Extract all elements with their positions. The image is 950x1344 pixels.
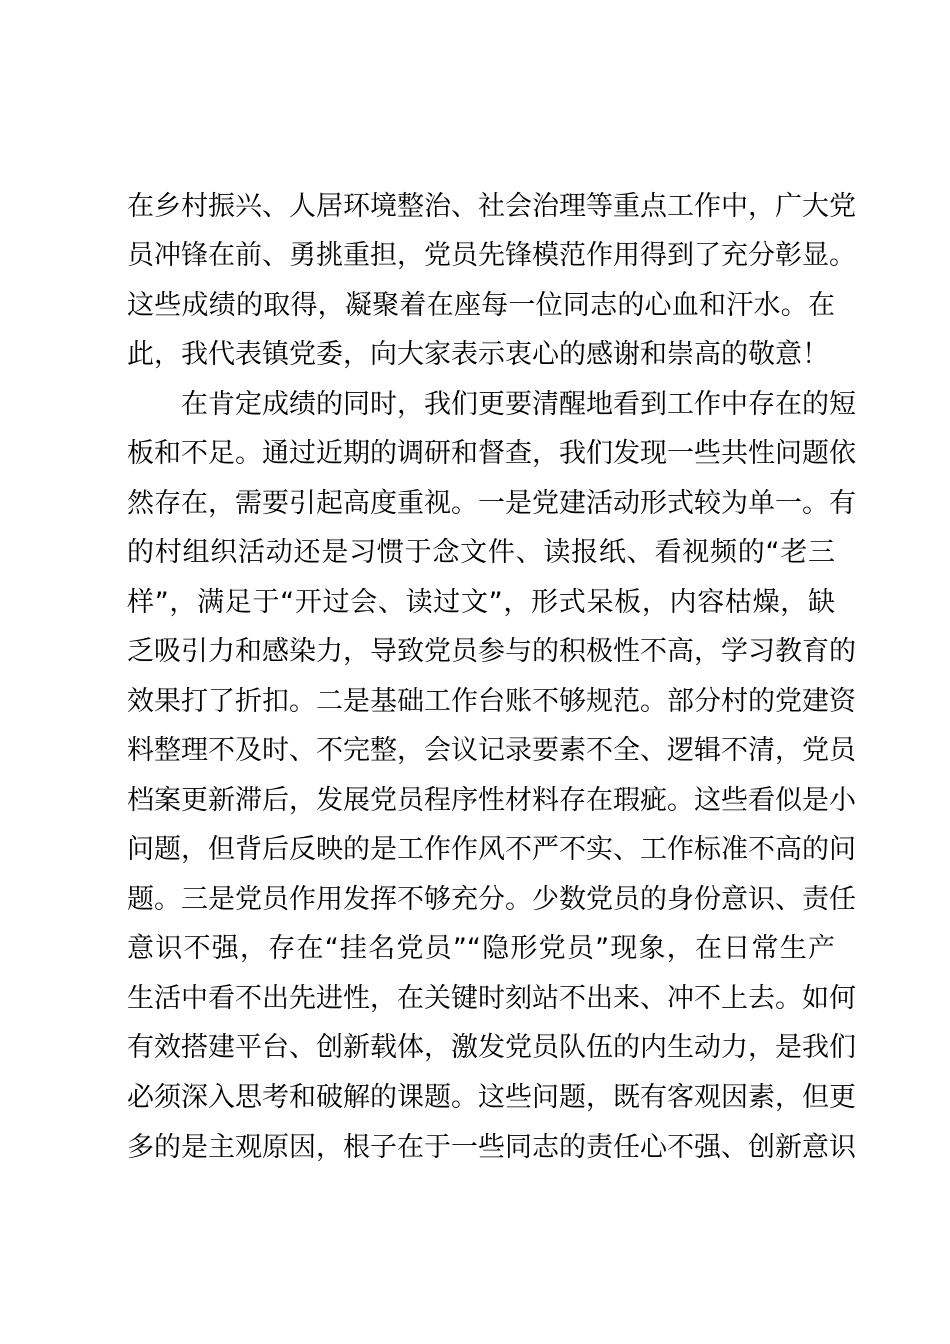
- text-line: 多的是主观原因，根子在于一些同志的责任心不强、创新意识: [127, 1132, 856, 1163]
- text-line: 这些成绩的取得，凝聚着在座每一位同志的心血和汗水。在: [127, 290, 835, 321]
- text-line: 有效搭建平台、创新载体，激发党员队伍的内生动力，是我们: [127, 1032, 856, 1063]
- text-line: 板和不足。通过近期的调研和督查，我们发现一些共性问题依: [127, 438, 856, 469]
- text-line: 员冲锋在前、勇挑重担，党员先锋模范作用得到了充分彰显。: [127, 240, 856, 271]
- text-line: 意识不强，存在“挂名党员”“隐形党员”现象，在日常生产: [127, 933, 835, 964]
- text-line: 此，我代表镇党委，向大家表示衷心的感谢和崇高的敬意！: [127, 339, 829, 370]
- text-line: 样”，满足于“开过会、读过文”，形式呆板，内容枯燥，缺: [127, 587, 835, 618]
- text-line: 生活中看不出先进性，在关键时刻站不出来、冲不上去。如何: [127, 983, 856, 1014]
- text-line: 的村组织活动还是习惯于念文件、读报纸、看视频的“老三: [127, 537, 835, 568]
- text-line: 乏吸引力和感染力，导致党员参与的积极性不高，学习教育的: [127, 636, 856, 667]
- text-line: 题。三是党员作用发挥不够充分。少数党员的身份意识、责任: [127, 884, 856, 915]
- text-line: 必须深入思考和破解的课题。这些问题，既有客观因素，但更: [127, 1082, 856, 1113]
- text-line: 问题，但背后反映的是工作作风不严不实、工作标准不高的问: [127, 834, 856, 865]
- text-line: 在乡村振兴、人居环境整治、社会治理等重点工作中，广大党: [127, 191, 856, 222]
- text-line: 然存在，需要引起高度重视。一是党建活动形式较为单一。有: [127, 488, 856, 519]
- text-line: 在肯定成绩的同时，我们更要清醒地看到工作中存在的短: [181, 389, 856, 420]
- text-line: 档案更新滞后，发展党员程序性材料存在瑕疵。这些看似是小: [127, 785, 856, 816]
- text-line: 料整理不及时、不完整，会议记录要素不全、逻辑不清，党员: [127, 735, 856, 766]
- text-line: 效果打了折扣。二是基础工作台账不够规范。部分村的党建资: [127, 686, 856, 717]
